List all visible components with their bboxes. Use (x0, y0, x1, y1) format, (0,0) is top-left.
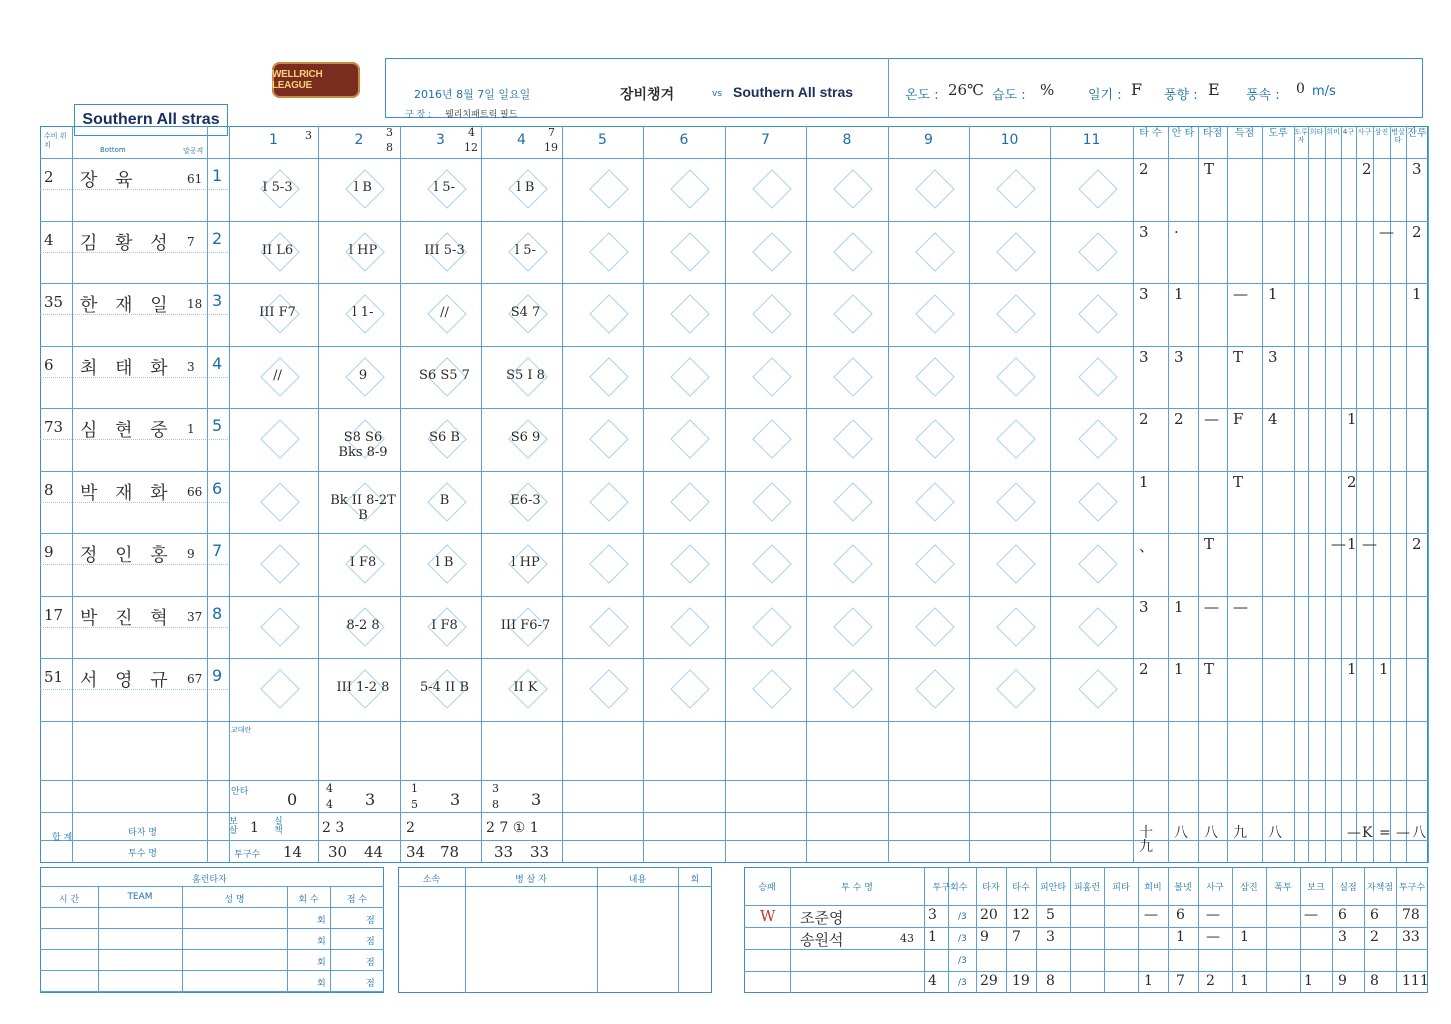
batter-stat: — (1379, 222, 1394, 241)
pitching-stat: 6 (1176, 907, 1185, 923)
batter-name: 한 재 일 (80, 295, 174, 316)
inning-header-4: 4 (517, 132, 526, 148)
bosal-label: 보살 (229, 817, 238, 836)
home-run-inning-unit: 회 (317, 916, 326, 926)
home-run-title: 홈런타자 (192, 875, 227, 885)
inning-header-8: 8 (842, 132, 852, 148)
batting-order: 8 (212, 603, 223, 623)
pitching-col-header: 사구 (1206, 883, 1224, 893)
humidity-label: 습도 : (992, 88, 1026, 103)
home-run-col-header: 시 간 (58, 895, 80, 905)
batter-stat: 2 (1362, 160, 1372, 178)
batter-number: 18 (187, 297, 203, 311)
total-stat: 八 (1412, 825, 1426, 841)
stat-header-9: 사구 (1357, 128, 1372, 136)
pitching-stat: 8 (1370, 973, 1379, 989)
batter-stat: 3 (1412, 160, 1422, 178)
pitching-col-header: 실점 (1339, 883, 1357, 893)
play-notation: l 5- (434, 180, 455, 195)
pitching-col-header: 피안타 (1039, 883, 1067, 893)
third-unit: /3 (958, 978, 967, 988)
pitching-stat: 6 (1338, 907, 1347, 923)
batter-stat: 3 (1139, 285, 1149, 303)
inning-3-mark-a: 4 (468, 126, 475, 139)
score-inning-4: 2 7 ① 1 (486, 820, 539, 836)
pitching-col-header: 자책점 (1366, 883, 1394, 893)
batter-stat: 3 (1139, 347, 1149, 366)
pitch-count-value: 33 (530, 843, 550, 861)
pitch-count-value: 44 (364, 843, 384, 861)
batter-position: 6 (44, 355, 54, 374)
batter-position: 35 (44, 293, 64, 311)
inning-header-1: 1 (269, 132, 278, 148)
batter-stat: 1 (1174, 597, 1184, 616)
pitching-col-header: 투구회수 (932, 883, 968, 893)
total-stat: K (1362, 825, 1373, 841)
third-unit: /3 (958, 956, 967, 966)
pitching-col-header: 피홈런 (1073, 883, 1101, 893)
home-run-score-unit: 점 (366, 937, 375, 947)
batter-name: 장 육 (80, 170, 139, 191)
inning-2-mark-a: 3 (386, 126, 393, 139)
batting-order: 6 (212, 478, 223, 498)
pitching-stat: 33 (1402, 929, 1420, 945)
play-notation: S4 7 (510, 305, 541, 320)
inning-header-2: 2 (354, 132, 364, 148)
pitching-col-header: 볼넷 (1174, 883, 1192, 893)
play-notation: Bk II 8-2T B (330, 492, 396, 523)
total-stat: 八 (1268, 825, 1282, 841)
pitching-col-header: 타자 (982, 883, 1000, 893)
hits-inning-4-b: 8 (492, 798, 499, 811)
batter-stat: 3 (1139, 597, 1149, 616)
inning-header-10: 10 (1000, 132, 1019, 148)
batter-stat: T (1233, 472, 1244, 491)
pitching-stat: 3 (1338, 929, 1347, 945)
play-notation: II K (513, 680, 538, 695)
batter-stat: 2 (1139, 410, 1149, 428)
hits-inning-2-b: 4 (326, 798, 333, 811)
stat-header-1: 안 타 (1171, 128, 1195, 139)
third-unit: /3 (958, 912, 967, 922)
play-notation: l B (435, 555, 454, 570)
stat-header-3: 득점 (1234, 128, 1255, 139)
play-notation: II L6 (261, 242, 294, 258)
batter-stat: 3 (1139, 222, 1149, 241)
total-stat: — (1347, 825, 1361, 841)
pitching-stat: 111 (1402, 973, 1429, 989)
play-notation: l B (516, 180, 535, 195)
stadium-name: 웰리치패트릭 필드 (445, 110, 518, 120)
vs-label: vs (712, 89, 723, 99)
pitch-count-value: 78 (440, 843, 460, 861)
play-notation: I 5-3 (262, 180, 293, 195)
pitching-stat: 78 (1402, 907, 1420, 923)
batter-stat: — (1233, 285, 1248, 303)
batting-header: 말공격 (183, 147, 204, 155)
hits-inning-4-a: 3 (492, 782, 499, 795)
batter-name: 박 재 화 (80, 482, 174, 504)
stat-header-2: 타점 (1202, 128, 1223, 139)
pitching-stat: 1 (1144, 973, 1153, 989)
play-notation: 5-4 II B (419, 680, 470, 695)
batter-name: 서 영 규 (80, 670, 174, 691)
inning-4-mark-b: 19 (544, 141, 558, 154)
pitching-col-header: 투 수 명 (841, 883, 873, 893)
pitch-count-value: 34 (406, 843, 426, 861)
batting-order: 9 (212, 666, 223, 685)
at-bats: 19 (1012, 973, 1030, 989)
batter-stat: · (1174, 222, 1179, 241)
batter-number: 67 (187, 672, 203, 686)
pitching-stat: 2 (1370, 929, 1379, 945)
play-notation: l 1- (352, 305, 374, 320)
batting-order: 2 (212, 228, 223, 248)
batter-number: 37 (187, 609, 203, 624)
hits-inning-3-b: 5 (411, 798, 418, 811)
batter-number: 1 (187, 422, 195, 436)
stat-header-10: 삼진 (1374, 128, 1389, 136)
at-bats: 12 (1012, 907, 1030, 923)
game-date: 2016년 8월 7일 일요일 (414, 88, 531, 101)
batter-stat: 1 (1139, 472, 1149, 491)
batter-stat: 1 (1174, 285, 1184, 303)
hits-inning-3-a: 1 (411, 782, 418, 795)
pitching-stat: 9 (1338, 973, 1347, 989)
batter-number: 61 (187, 172, 203, 186)
humidity-value: % (1040, 81, 1055, 99)
hits-inning-1: 0 (287, 790, 298, 809)
batter-stat: 1 (1347, 660, 1357, 678)
batter-stat: 2 (1174, 410, 1184, 428)
batter-stat: 1 (1347, 410, 1357, 428)
batter-number: 3 (187, 359, 195, 374)
batter-stat: T (1204, 660, 1215, 678)
play-notation: B (439, 492, 450, 508)
pitch-count-value: 33 (494, 843, 514, 861)
play-notation: S6 S5 7 (419, 367, 470, 383)
play-notation: S6 9 (510, 430, 541, 445)
stat-header-5: 도루자 (1294, 128, 1308, 144)
home-run-inning-unit: 회 (317, 937, 326, 947)
batter-number: 66 (187, 484, 203, 499)
home-run-col-header: 회 수 (298, 895, 319, 905)
pitching-col-header: 삼진 (1240, 883, 1258, 893)
total-stat: — (1396, 825, 1410, 841)
play-notation: E6-3 (510, 492, 541, 508)
totals-label: 합 계 (52, 833, 73, 843)
batters-faced: 29 (980, 973, 998, 989)
batter-stat: 3 (1268, 347, 1278, 366)
batter-stat: 2 (1139, 660, 1149, 678)
batting-team-box: Southern All stras (74, 104, 228, 136)
stat-header-11: 병살타 (1391, 128, 1405, 144)
home-run-score-unit: 점 (366, 916, 375, 926)
pitching-stat: 1 (1176, 929, 1185, 945)
inning-header-11: 11 (1082, 132, 1101, 148)
hits-allowed: 8 (1046, 973, 1055, 989)
batter-stat: — (1331, 535, 1346, 553)
batter-stat: — (1362, 535, 1377, 553)
pitching-col-header: 폭투 (1274, 883, 1292, 893)
dp-col-header: 내용 (628, 875, 647, 885)
total-stat: 十 九 (1139, 825, 1153, 855)
batting-order: 4 (212, 353, 223, 373)
scoring-grid (40, 126, 1428, 863)
pitch-count-value: 14 (283, 843, 303, 861)
batters-faced: 9 (980, 929, 989, 945)
batter-stat: 、 (1139, 537, 1155, 555)
wind-dir-value: E (1208, 80, 1220, 99)
total-stat: 八 (1174, 825, 1188, 841)
batter-stat: 1 (1347, 535, 1357, 553)
pitching-col-header: 보크 (1307, 883, 1325, 893)
wind-unit: m/s (1312, 84, 1336, 99)
dp-col-header: 회 (690, 875, 700, 885)
weather-label: 일기 : (1088, 88, 1122, 103)
batter-stat: 2 (1347, 472, 1357, 491)
play-notation: // (273, 367, 282, 383)
batter-number: 7 (187, 234, 195, 249)
batter-position: 9 (44, 543, 54, 561)
stat-header-4: 도루 (1268, 128, 1288, 139)
batter-name-label: 타자 명 (128, 828, 157, 838)
batter-position: 51 (44, 668, 64, 686)
batter-stat: 2 (1412, 535, 1422, 553)
play-notation: l HP (348, 242, 378, 258)
batter-stat: T (1204, 535, 1215, 553)
play-notation: S5 I 8 (506, 367, 545, 383)
pitching-col-header: 타수 (1012, 883, 1030, 893)
away-team-name: Southern All stras (733, 84, 854, 100)
batter-name: 심 현 중 (80, 420, 174, 441)
silchaek-label: 실책 (274, 817, 283, 836)
home-run-col-header: 성 명 (224, 895, 245, 905)
play-notation: l 5- (515, 242, 536, 258)
inning-header-9: 9 (924, 132, 933, 148)
pitcher-name: 송원석 (800, 931, 844, 949)
inning-3-mark-b: 12 (464, 141, 478, 154)
batter-position: 8 (44, 480, 54, 499)
pos-header: 수비 위치 (44, 132, 67, 149)
batter-position: 73 (44, 418, 64, 436)
play-notation: l HP (511, 555, 540, 570)
wind-dir-label: 풍향 : (1164, 88, 1198, 103)
batters-faced: 20 (980, 907, 998, 923)
league-logo: WELLRICH LEAGUE (272, 62, 360, 98)
innings-pitched: 3 (928, 907, 937, 923)
third-unit: /3 (958, 934, 967, 944)
batter-stat: 4 (1268, 410, 1278, 428)
weather-value: F (1131, 80, 1143, 99)
home-run-score-unit: 점 (366, 958, 375, 968)
batting-order: 1 (212, 166, 223, 185)
pitch-count-label: 투구수 (234, 850, 261, 860)
home-run-col-header: TEAM (127, 892, 153, 902)
play-notation: S6 B (429, 430, 460, 445)
batter-stat: 1 (1412, 285, 1422, 303)
total-stat: = (1379, 825, 1391, 841)
pitching-col-header: 희비 (1144, 883, 1162, 893)
hits-inning-3: 3 (450, 790, 461, 809)
batter-position: 2 (44, 168, 54, 186)
win-loss-mark: W (760, 907, 776, 925)
inning-2-mark-b: 8 (386, 141, 393, 154)
bottom-header: Bottom (100, 146, 126, 154)
inning-4-mark-a: 7 (548, 126, 555, 139)
total-stat: 九 (1233, 825, 1247, 841)
play-notation: S8 S6 Bks 8-9 (338, 430, 388, 460)
hits-allowed: 3 (1046, 929, 1055, 945)
stat-header-8: 4구 (1342, 128, 1355, 136)
play-notation: I F8 (431, 617, 458, 633)
batter-position: 4 (44, 230, 54, 249)
score-inning-2: 2 3 (322, 820, 345, 836)
substitute-label: 교대란 (231, 726, 252, 734)
inning-header-5: 5 (598, 132, 607, 148)
stat-header-0: 타 수 (1139, 128, 1162, 139)
play-notation: 8-2 8 (346, 617, 380, 633)
play-notation: III F7 (259, 305, 296, 320)
batter-name: 김 황 성 (80, 232, 174, 254)
hits-label: 안타 (231, 787, 249, 797)
home-team-name: 장비챙겨 (620, 87, 675, 103)
batting-order: 7 (212, 541, 223, 560)
play-notation: // (440, 305, 449, 320)
play-notation: l B (354, 180, 372, 195)
batter-stat: 1 (1174, 660, 1184, 678)
hits-inning-2-a: 4 (326, 782, 333, 795)
hits-inning-2: 3 (365, 790, 376, 809)
hits-allowed: 5 (1046, 907, 1055, 923)
home-run-score-unit: 점 (366, 979, 375, 989)
stat-header-12: 잔루 (1407, 128, 1427, 139)
pitching-stat: 1 (1304, 973, 1313, 989)
pitcher-number: 43 (900, 932, 914, 945)
play-notation: I F8 (349, 555, 377, 570)
pitch-count-value: 30 (328, 843, 348, 861)
batter-stat: F (1233, 410, 1244, 428)
play-notation: III 1-2 8 (336, 680, 390, 695)
batter-stat: 2 (1139, 160, 1149, 178)
temp-label: 온도 : (905, 88, 939, 103)
at-bats: 7 (1012, 929, 1021, 945)
pitching-stat: 6 (1370, 907, 1379, 923)
home-run-col-header: 점 수 (346, 895, 368, 905)
pitching-stat: 1 (1240, 973, 1249, 989)
pitching-col-header: 투구수 (1398, 883, 1426, 893)
dp-col-header: 병 살 자 (515, 875, 547, 885)
inning-header-3: 3 (436, 132, 445, 148)
batter-stat: 1 (1379, 660, 1389, 678)
pitcher-name-label: 투수 명 (128, 849, 157, 859)
total-stat: 八 (1204, 825, 1218, 841)
batter-stat: — (1204, 597, 1219, 616)
bosal-value: 1 (250, 820, 259, 836)
dp-col-header: 소속 (422, 875, 441, 885)
batter-position: 17 (44, 605, 64, 624)
pitcher-name: 조준영 (800, 909, 844, 927)
stat-header-6: 희타 (1309, 128, 1324, 136)
wind-speed-value: 0 (1296, 81, 1305, 97)
home-run-inning-unit: 회 (317, 958, 326, 968)
pitching-col-header: 승패 (758, 883, 776, 893)
pitching-stat: — (1304, 907, 1318, 923)
innings-pitched: 1 (928, 929, 937, 945)
pitching-col-header: 피타 (1112, 883, 1130, 893)
batter-name: 최 태 화 (80, 357, 174, 379)
inning-header-7: 7 (761, 132, 770, 148)
home-run-inning-unit: 회 (317, 979, 326, 989)
score-inning-3: 2 (406, 820, 415, 836)
pitching-stat: — (1144, 907, 1158, 923)
batter-stat: 3 (1174, 347, 1184, 366)
play-notation: 9 (358, 367, 368, 383)
pitching-stat: — (1206, 907, 1220, 923)
pitching-stat: — (1206, 929, 1220, 945)
batter-stat: T (1233, 347, 1244, 366)
play-notation: III F6-7 (500, 617, 551, 633)
batter-stat: T (1204, 160, 1215, 178)
batter-stat: 2 (1412, 222, 1422, 241)
batting-order: 3 (212, 291, 223, 310)
stat-header-7: 희비 (1326, 128, 1340, 136)
temp-value: 26℃ (948, 81, 984, 99)
pitching-stat: 2 (1206, 973, 1215, 989)
batter-stat: — (1233, 597, 1248, 616)
play-notation: III 5-3 (424, 242, 465, 258)
hits-inning-4: 3 (531, 790, 542, 809)
pitching-stat: 7 (1176, 973, 1185, 989)
batting-order: 5 (212, 416, 223, 435)
inning-header-6: 6 (679, 132, 689, 148)
batter-number: 9 (187, 547, 195, 561)
pitching-stat: 1 (1240, 929, 1249, 945)
batter-name: 박 진 혁 (80, 607, 174, 629)
batter-stat: — (1204, 410, 1219, 428)
inning-1-mark: 3 (305, 129, 312, 142)
wind-speed-label: 풍속 : (1246, 88, 1280, 103)
stadium-label: 구 장 : (405, 110, 432, 120)
batter-stat: 1 (1268, 285, 1278, 303)
innings-pitched: 4 (928, 973, 937, 989)
batter-name: 정 인 홍 (80, 545, 174, 566)
